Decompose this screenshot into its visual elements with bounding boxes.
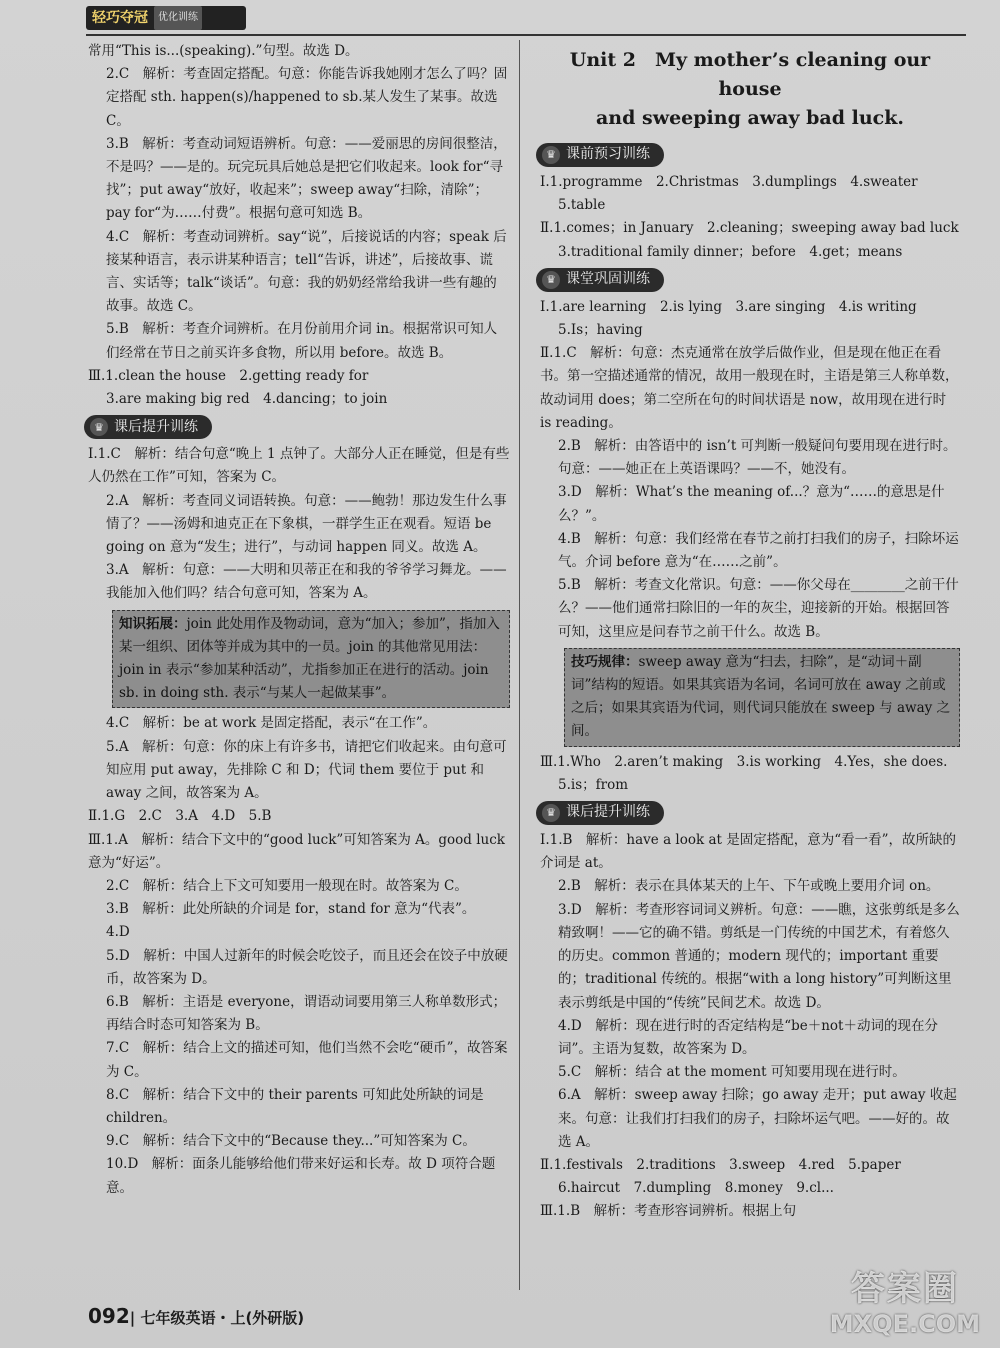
crown-icon: ♛ [542, 146, 560, 164]
section-title: 课前预习训练 [566, 146, 650, 163]
answer-line: Ⅲ.1.Who 2.aren’t making 3.is working 4.Yes，she does. [540, 753, 948, 770]
answer-line: 5.is；from [558, 776, 629, 793]
section-title: 课堂巩固训练 [566, 271, 650, 288]
answer-line: 3.D 解析：考查形容词词义辨析。句意：——瞧，这张剪纸是多么精致啊！——它的确不错。剪纸是一门传统的中国艺术，有着悠久的历史。common 普通的；modern 现代的；important 重要的；traditional 传统的。根据“with a long history”可判断这里表示剪纸是中国的“传统”民间艺术。故选 D。 [558, 901, 960, 1011]
answer-line: 4.D [106, 924, 130, 941]
answer-line: 5.table [558, 197, 606, 214]
crown-icon: ♛ [90, 418, 108, 436]
answer-line: 2.B 解析：由答语中的 isn’t 可判断一般疑问句要用现在进行时。句意：——她正在上英语课吗？——不，她没有。 [558, 438, 957, 478]
page-number: 092 [88, 1304, 130, 1328]
answer-line: Ⅲ.1.clean the house 2.getting ready for [88, 367, 369, 384]
box-text: sweep away 意为“扫去，扫除”，是“动词＋副词”结构的短语。如果其宾语为名词，名词可放在 away 之前或之后；如果其宾语为代词，则代词只能放在 sweep 与 away 之间。 [571, 653, 951, 740]
box-text: join 此处用作及物动词，意为“加入；参加”，指加入某一组织、团体等并成为其中的一员。join 的其他常见用法：join in 表示“参加某种活动”，尤指参加正在进行的活动。join sb. in doing sth. 表示“与某人一起做某事”。 [119, 615, 500, 702]
section-heading-after [536, 801, 664, 825]
answer-line: Ⅰ.1.are learning 2.is lying 3.are singing 4.is writing [540, 298, 917, 315]
answer-line: Ⅱ.1.festivals 2.traditions 3.sweep 4.red 5.paper [540, 1156, 901, 1173]
page-footer: 092| 七年级英语・上(外研版) [88, 1304, 305, 1328]
answer-line: 常用“This is...(speaking).”句型。故选 D。 [88, 43, 359, 59]
answer-line: Ⅰ.1.C 解析：结合句意“晚上 1 点钟了。大部分人正在睡觉，但是有些人仍然在工作”可知，答案为 C。 [88, 446, 510, 486]
logo-sub: 优化训练 [154, 6, 202, 30]
book-title: 七年级英语・上(外研版) [140, 1309, 305, 1327]
answer-line: 4.B 解析：句意：我们经常在春节之前打扫我们的房子，扫除坏运气。介词 before 意为“在……之前”。 [558, 530, 959, 571]
answer-line: Ⅰ.1.B 解析：have a look at 是固定搭配，意为“看一看”，故所缺的介词是 at。 [540, 832, 957, 872]
knowledge-box [112, 610, 510, 709]
column-divider [519, 40, 520, 1290]
unit-title-line-2: and sweeping away bad luck. [596, 107, 904, 129]
answer-line: 3.B 解析：此处所缺的介词是 for，stand for 意为“代表”。 [106, 901, 476, 918]
tips-box [564, 648, 960, 747]
watermark-text: 答案圈 [850, 1269, 959, 1309]
unit-title-line-1: Unit 2 My mother’s cleaning our house [569, 49, 931, 100]
section-heading-class [536, 268, 664, 292]
answer-line: 6.haircut 7.dumpling 8.money 9.cl... [558, 1180, 834, 1197]
book-logo [86, 6, 246, 30]
answer-line: Ⅲ.1.B 解析：考查形容词辨析。根据上句 [540, 1203, 797, 1220]
logo-text: 轻巧夺冠 [92, 10, 148, 26]
answer-line: 2.C 解析：考查固定搭配。句意：你能告诉我她刚才怎么了吗？固定搭配 sth. happen(s)/happened to sb.某人发生了某事。故选 C。 [106, 66, 508, 129]
answer-line: 4.D 解析：现在进行时的否定结构是“be＋not＋动词的现在分词”。主语为复数，故答案为 D。 [558, 1017, 938, 1057]
section-heading-after [84, 415, 212, 439]
answer-line: Ⅱ.1.comes；in January 2.cleaning；sweeping away bad luck [540, 220, 959, 237]
answer-line: Ⅱ.1.C 解析：句意：杰克通常在放学后做作业，但是现在他正在看书。第一空描述通常的情况，故用一般现在时，主语是第三人称单数，故动词用 does；第二空所在句的时间状语是 now，故用现在进行时 is reading。 [540, 345, 959, 431]
answer-line: 3.D 解析：What’s the meaning of...？意为“……的意思是什么？”。 [558, 484, 945, 524]
answer-line: 6.B 解析：主语是 everyone，谓语动词要用第三人称单数形式；再结合时态可知答案为 B。 [106, 993, 507, 1034]
answer-line: 3.are making big red 4.dancing；to join [106, 391, 388, 408]
answer-line: 5.D 解析：中国人过新年的时候会吃饺子，而且还会在饺子中放硬币，故答案为 D。 [106, 947, 508, 987]
watermark-url: MXQE.COM [829, 1310, 980, 1338]
answer-line: 2.B 解析：表示在具体某天的上午、下午或晚上要用介词 on。 [558, 878, 940, 895]
answer-line: 6.A 解析：sweep away 扫除；go away 走开；put away 收起来。句意：让我们打扫我们的房子，扫除坏运气吧。——好的。故选 A。 [558, 1087, 957, 1150]
crown-icon: ♛ [542, 804, 560, 822]
answer-line: 5.C 解析：结合 at the moment 可知要用现在进行时。 [558, 1064, 906, 1081]
answer-line: 9.C 解析：结合下文中的“Because they...”可知答案为 C。 [106, 1133, 476, 1150]
section-title: 课后提升训练 [566, 804, 650, 821]
answer-line: Ⅰ.1.programme 2.Christmas 3.dumplings 4.sweater [540, 174, 918, 190]
section-heading-pre [536, 143, 664, 167]
answer-line: 8.C 解析：结合下文中的 their parents 可知此处所缺的词是 children。 [106, 1086, 484, 1126]
answer-line: 5.A 解析：句意：你的床上有许多书，请把它们收起来。由句意可知应用 put away，先排除 C 和 D；代词 them 要位于 put 和 away 之间，故答案为 A。 [106, 738, 507, 802]
answer-line: 5.B 解析：考查文化常识。句意：——你父母在________之前干什么？——他们通常扫除旧的一年的灰尘，迎接新的开始。根据回答可知，这里应是问春节之前干什么。故选 B。 [558, 577, 959, 640]
section-title: 课后提升训练 [114, 418, 198, 435]
left-column [88, 40, 510, 1200]
page-header [86, 4, 966, 36]
answer-line: 7.C 解析：结合上文的描述可知，他们当然不会吃“硬币”，故答案为 C。 [106, 1040, 508, 1080]
answer-line: 2.A 解析：考查同义词语转换。句意：——鲍勃！那边发生什么事情了？——汤姆和迪克正在下象棋，一群学生正在观看。短语 be going on 意为“发生；进行”，与动词 happen 同义。故选 A。 [106, 492, 507, 556]
answer-line: 2.C 解析：结合上下文可知要用一般现在时。故答案为 C。 [106, 877, 468, 894]
crown-icon: ♛ [542, 271, 560, 289]
site-watermark [830, 1261, 980, 1338]
answer-line: 3.traditional family dinner；before 4.get；means [558, 243, 903, 260]
right-column [540, 40, 960, 1224]
box-label: 知识拓展： [119, 615, 187, 632]
answer-line: 5.B 解析：考查介词辨析。在月份前用介词 in。根据常识可知人们经常在节日之前买许多食物，所以用 before。故选 B。 [106, 321, 498, 361]
answer-line: 3.B 解析：考查动词短语辨析。句意：——爱丽思的房间很整洁，不是吗？——是的。玩完玩具后她总是把它们收起来。look for“寻找”；put away“放好，收起来”；sweep away“扫除，清除”；pay for“为……付费”。根据句意可知选 B。 [106, 135, 507, 222]
answer-line: 5.Is；having [558, 322, 643, 339]
answer-line: 4.C 解析：be at work 是固定搭配，表示“在工作”。 [106, 715, 437, 732]
unit-title [540, 46, 960, 133]
answer-line: 10.D 解析：面条儿能够给他们带来好运和长寿。故 D 项符合题意。 [106, 1156, 496, 1196]
box-label: 技巧规律： [571, 653, 639, 670]
answer-line: Ⅱ.1.G 2.C 3.A 4.D 5.B [88, 808, 272, 825]
answer-line: 3.A 解析：句意：——大明和贝蒂正在和我的爷爷学习舞龙。——我能加入他们吗？结合句意可知，答案为 A。 [106, 562, 507, 602]
answer-line: 4.C 解析：考查动词辨析。say“说”，后接说话的内容；speak 后接某种语言，表示讲某种语言；tell“告诉，讲述”，后接故事、谎言、实话等；talk“谈话”。句意：我的奶奶经常给我讲一些有趣的故事。故选 C。 [106, 228, 507, 315]
answer-line: Ⅲ.1.A 解析：结合下文中的“good luck”可知答案为 A。good luck 意为“好运”。 [88, 831, 505, 871]
